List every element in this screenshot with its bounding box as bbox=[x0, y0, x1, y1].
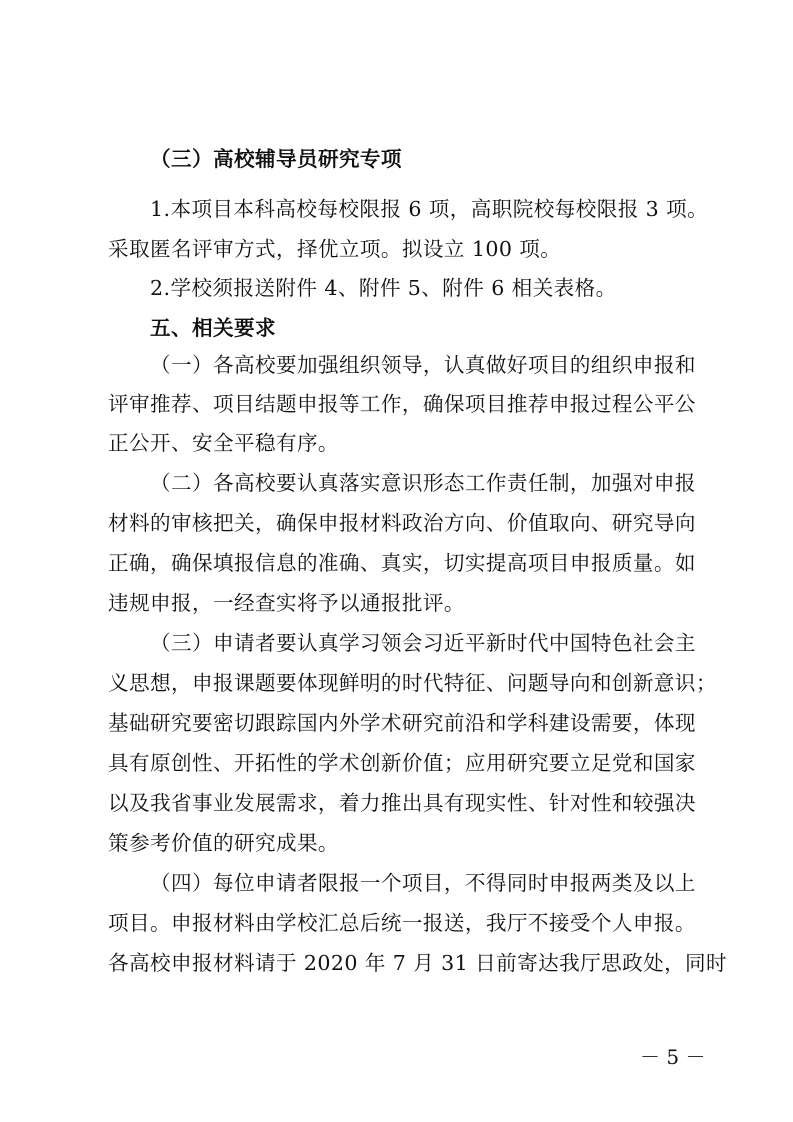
req-2-line-4: 违规申报，一经查实将予以通报批评。 bbox=[108, 591, 465, 615]
req-2-line-3: 正确，确保填报信息的准确、真实，切实提高项目申报质量。如 bbox=[108, 551, 696, 575]
req-3-line-5: 以及我省事业发展需求，着力推出具有现实性、针对性和较强决 bbox=[108, 791, 696, 815]
req-4-line-1: （四）每位申请者限报一个项目，不得同时申报两类及以上 bbox=[150, 871, 696, 895]
req-1-line-3: 正公开、安全平稳有序。 bbox=[108, 431, 339, 455]
s3-item-1-line-2: 采取匿名评审方式，择优立项。拟设立 100 项。 bbox=[108, 237, 562, 261]
req-3-line-2: 义思想，申报课题要体现鲜明的时代特征、问题导向和创新意识； bbox=[108, 671, 717, 695]
req-2-line-2: 材料的审核把关，确保申报材料政治方向、价值取向、研究导向 bbox=[108, 511, 696, 535]
s3-item-2: 2.学校须报送附件 4、附件 5、附件 6 相关表格。 bbox=[150, 276, 617, 300]
req-3-line-1: （三）申请者要认真学习领会习近平新时代中国特色社会主 bbox=[150, 631, 696, 655]
page-number: － 5 － bbox=[640, 1045, 706, 1069]
req-4-line-3: 各高校申报材料请于 2020 年 7 月 31 日前寄达我厅思政处，同时 bbox=[108, 951, 728, 975]
req-3-line-3: 基础研究要密切跟踪国内外学术研究前沿和学科建设需要，体现 bbox=[108, 711, 696, 735]
req-1-line-2: 评审推荐、项目结题申报等工作，确保项目推荐申报过程公平公 bbox=[108, 392, 696, 416]
req-2-line-1: （二）各高校要认真落实意识形态工作责任制，加强对申报 bbox=[150, 471, 696, 495]
section-3-heading: （三）高校辅导员研究专项 bbox=[150, 147, 402, 171]
s3-item-1-line-1: 1.本项目本科高校每校限报 6 项，高职院校每校限报 3 项。 bbox=[150, 197, 709, 221]
req-3-line-6: 策参考价值的研究成果。 bbox=[108, 831, 339, 855]
req-1-line-1: （一）各高校要加强组织领导，认真做好项目的组织申报和 bbox=[150, 353, 696, 377]
section-5-heading: 五、相关要求 bbox=[150, 316, 276, 340]
req-4-line-2: 项目。申报材料由学校汇总后统一报送，我厅不接受个人申报。 bbox=[108, 911, 696, 935]
req-3-line-4: 具有原创性、开拓性的学术创新价值；应用研究要立足党和国家 bbox=[108, 751, 696, 775]
